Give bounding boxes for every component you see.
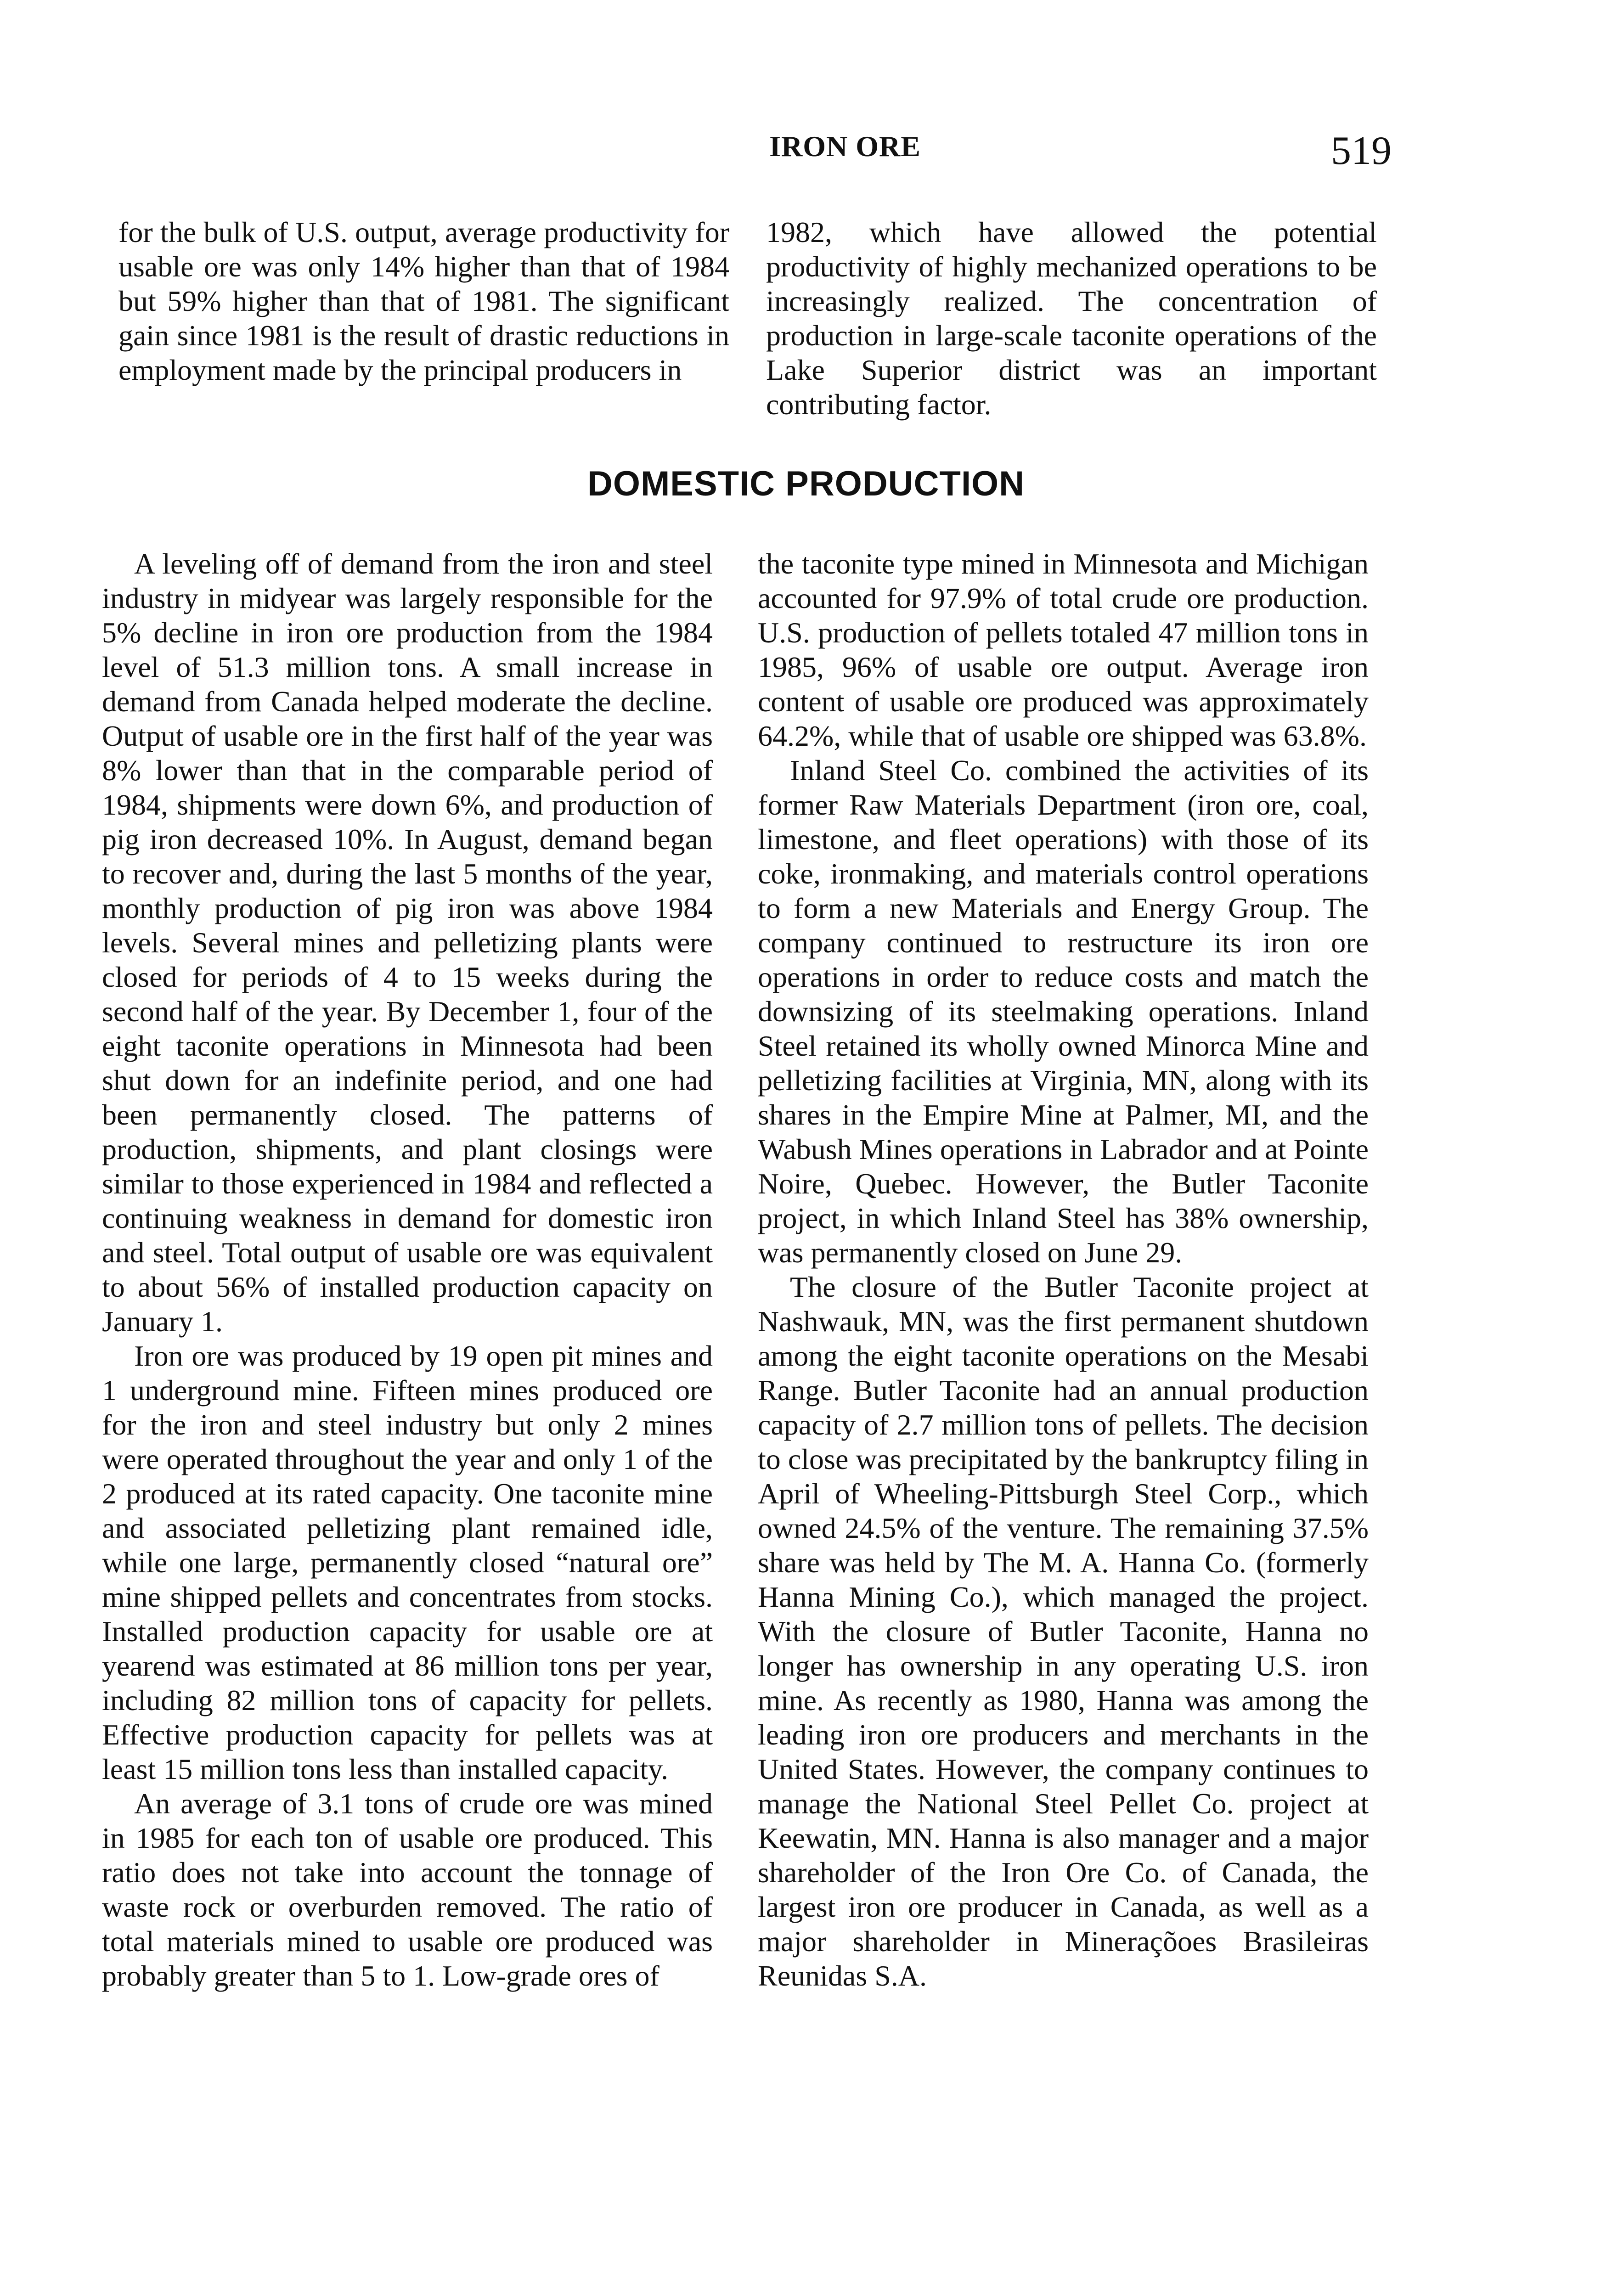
paragraph: An average of 3.1 tons of crude ore was mined in 1985 for each ton of usable ore produced. This ratio does not take into account the tonnage of waste rock or overburden removed. The ratio of total materials mined to usable ore produced was probably greater than 5 to 1. Low-grade ores of (102, 1787, 713, 1992)
page-number: 519 (1331, 129, 1392, 173)
section-title: DOMESTIC PRODUCTION (587, 464, 1025, 503)
paragraph: Iron ore was produced by 19 open pit mines and 1 underground mine. Fifteen mines produced ore for the iron and steel industry but only 2 mines were operated throughout the year and only 1 of the 2 produced at its rated capacity. One taconite mine and associated pelletizing plant remained idle, while one large, permanently closed “natural ore” mine shipped pellets and concentrates from stocks. Installed production capacity for usable ore at yearend was estimated at 86 million tons per year, including 82 million tons of capacity for pellets. Effective production capacity for pellets was at least 15 million tons less than installed capacity. (102, 1339, 713, 1785)
paragraph: the taconite type mined in Minnesota and Michigan accounted for 97.9% of total crude ore production. U.S. production of pellets totaled 47 million tons in 1985, 96% of usable ore output. Average iron content of usable ore produced was approximately 64.2%, while that of usable ore shipped was 63.8%. (758, 547, 1369, 752)
intro-right-paragraph: 1982, which have allowed the potential productivity of highly mechanized operations to be increasingly realized. The concentration of production in large-scale taconite operations of the Lake Superior district was an important contributing factor. (766, 216, 1377, 421)
body-right-column (758, 546, 1369, 1993)
paragraph: Inland Steel Co. combined the activities of its former Raw Materials Department (iron ore, coal, limestone, and fleet operations) with those of its coke, ironmaking, and materials control operations to form a new Materials and Energy Group. The company continued to restructure its iron ore operations in order to reduce costs and match the downsizing of its steelmaking operations. Inland Steel retained its wholly owned Minorca Mine and pelletizing facilities at Virginia, MN, along with its shares in the Empire Mine at Palmer, MI, and the Wabush Mines operations in Labrador and at Pointe Noire, Quebec. However, the Butler Taconite project, in which Inland Steel has 38% ownership, was permanently closed on June 29. (758, 754, 1369, 1269)
paragraph: The closure of the Butler Taconite project at Nashwauk, MN, was the first permanent shutdown among the eight taconite operations on the Mesabi Range. Butler Taconite had an annual production capacity of 2.7 million tons of pellets. The decision to close was precipitated by the bankruptcy filing in April of Wheeling-Pittsburgh Steel Corp., which owned 24.5% of the venture. The remaining 37.5% share was held by The M. A. Hanna Co. (formerly Hanna Mining Co.), which managed the project. With the closure of Butler Taconite, Hanna no longer has ownership in any operating U.S. iron mine. As recently as 1980, Hanna was among the leading iron ore producers and merchants in the United States. However, the company continues to manage the National Steel Pellet Co. project at Keewatin, MN. Hanna is also manager and a major shareholder of the Iron Ore Co. of Canada, the largest iron ore producer in Canada, as well as a major shareholder in Mineraçõoes Brasileiras Reunidas S.A. (758, 1271, 1369, 1992)
paragraph: A leveling off of demand from the iron and steel industry in midyear was largely responsible for the 5% decline in iron ore production from the 1984 level of 51.3 million tons. A small increase in demand from Canada helped moderate the decline. Output of usable ore in the first half of the year was 8% lower than that in the comparable period of 1984, shipments were down 6%, and production of pig iron decreased 10%. In August, demand began to recover and, during the last 5 months of the year, monthly production of pig iron was above 1984 levels. Several mines and pelletizing plants were closed for periods of 4 to 15 weeks during the second half of the year. By December 1, four of the eight taconite operations in Minnesota had been shut down for an indefinite period, and one had been permanently closed. The patterns of production, shipments, and plant closings were similar to those experienced in 1984 and reflected a continuing weakness in demand for domestic iron and steel. Total output of usable ore was equivalent to about 56% of installed production capacity on January 1. (102, 547, 713, 1338)
intro-right-column (766, 215, 1377, 422)
intro-left-paragraph: for the bulk of U.S. output, average productivity for usable ore was only 14% higher than that of 1984 but 59% higher than that of 1981. The significant gain since 1981 is the result of drastic reductions in employment made by the principal producers in (118, 216, 729, 386)
body-left-column (102, 546, 713, 1993)
running-head: IRON ORE (769, 130, 921, 163)
intro-left-column (118, 215, 729, 387)
